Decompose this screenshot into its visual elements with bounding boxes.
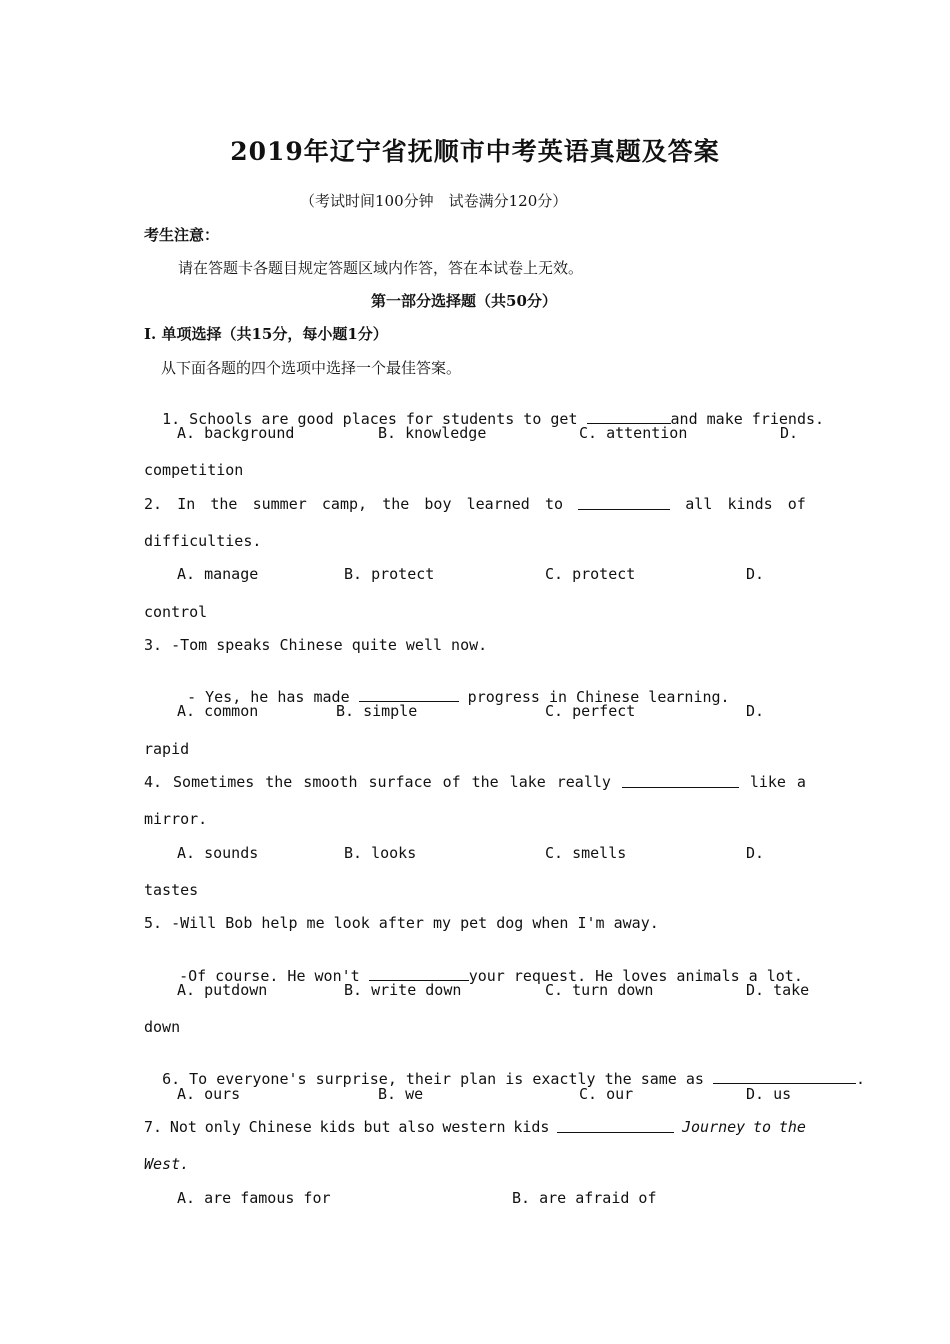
question-6-stem (144, 1051, 865, 1088)
answer-blank (557, 1118, 674, 1133)
word: Chinese (248, 1118, 312, 1136)
answer-blank (622, 773, 739, 788)
option-c: C. our (579, 1085, 634, 1103)
q1-stem-start: 1. Schools are good places for students to get (162, 410, 587, 428)
word: the (382, 495, 410, 513)
question-7-stem (144, 1118, 806, 1136)
option-c: C. protect (545, 565, 636, 583)
option-b: B. knowledge (378, 424, 487, 442)
question-5-stem: 5. -Will Bob help me look after my pet dog when I'm away. (144, 914, 659, 932)
word: of (787, 495, 806, 513)
word: camp, (321, 495, 368, 513)
q1-stem-end: and make friends. (670, 410, 825, 428)
option-d-text: tastes (144, 881, 199, 899)
book-title-word: the (778, 1118, 806, 1136)
reply-end: your request. He loves animals a lot. (468, 967, 803, 985)
option-d: D. (780, 424, 799, 442)
option-a: A. ours (177, 1085, 241, 1103)
option-c: C. smells (545, 844, 627, 862)
answer-blank (369, 966, 469, 981)
reply-start: - Yes, he has made (187, 688, 359, 706)
option-d: D. (746, 565, 765, 583)
word: the (210, 495, 238, 513)
word: Sometimes (173, 773, 255, 791)
option-b: B. simple (336, 702, 418, 720)
word: surface (368, 773, 432, 791)
option-d: D. take (746, 981, 810, 999)
question-4-stem-end: mirror. (144, 810, 208, 828)
notice-text: 请在答题卡各题目规定答题区域内作答，答在本试卷上无效。 (178, 259, 584, 277)
word: boy (424, 495, 452, 513)
question-1-stem (144, 391, 824, 428)
option-d-text: rapid (144, 740, 190, 758)
word: 4. (144, 773, 163, 791)
notice-heading: 考生注意： (144, 226, 220, 244)
answer-blank (713, 1069, 856, 1084)
exam-info: （考试时间100分钟 试卷满分120分） (300, 192, 568, 210)
question-4-stem (144, 773, 806, 791)
question-3-reply (169, 669, 730, 706)
option-a: A. background (177, 424, 295, 442)
option-b: B. we (378, 1085, 424, 1103)
option-a: A. sounds (177, 844, 259, 862)
reply-end: progress in Chinese learning. (458, 688, 730, 706)
option-a: A. putdown (177, 981, 268, 999)
option-c: C. attention (579, 424, 688, 442)
option-d: D. (746, 844, 765, 862)
word: like (749, 773, 786, 791)
option-d-text: control (144, 603, 208, 621)
option-d: D. us (746, 1085, 792, 1103)
book-title-word: Journey (682, 1118, 746, 1136)
answer-blank (578, 495, 670, 510)
word: the (471, 773, 499, 791)
word: to (544, 495, 564, 513)
word: 2. (144, 495, 163, 513)
word: Not (169, 1118, 197, 1136)
reply-start: -Of course. He won't (179, 967, 369, 985)
question-3-stem: 3. -Tom speaks Chinese quite well now. (144, 636, 488, 654)
book-title-word: to (753, 1118, 772, 1136)
option-b: B. protect (344, 565, 435, 583)
question-2-stem (144, 495, 806, 513)
word: lake (509, 773, 546, 791)
option-d-text: competition (144, 461, 244, 479)
word: In (177, 495, 196, 513)
option-d-text: down (144, 1018, 181, 1036)
option-a: A. common (177, 702, 259, 720)
word: summer (252, 495, 307, 513)
option-a: A. manage (177, 565, 259, 583)
word: of (442, 773, 461, 791)
option-b: B. are afraid of (512, 1189, 657, 1207)
word: only (204, 1118, 241, 1136)
answer-blank (359, 687, 459, 702)
option-a: A. are famous for (177, 1189, 331, 1207)
stem-start: 6. To everyone's surprise, their plan is exactly the same as (162, 1070, 713, 1088)
option-c: C. perfect (545, 702, 636, 720)
question-7-stem-end: West. (144, 1155, 190, 1173)
word: learned (466, 495, 530, 513)
word: all (685, 495, 713, 513)
word: a (796, 773, 806, 791)
word: really (556, 773, 611, 791)
option-b: B. write down (344, 981, 462, 999)
word: but (363, 1118, 391, 1136)
word: kids (319, 1118, 356, 1136)
word: kids (513, 1118, 550, 1136)
instruction: 从下面各题的四个选项中选择一个最佳答案。 (161, 359, 462, 377)
word: kinds (727, 495, 773, 513)
question-2-stem-end: difficulties. (144, 532, 262, 550)
option-b: B. looks (344, 844, 417, 862)
word: the (265, 773, 293, 791)
section-heading: I. 单项选择（共15分，每小题1分） (144, 325, 388, 343)
word: smooth (303, 773, 358, 791)
part-heading: 第一部分选择题（共50分） (371, 292, 557, 310)
page-title: 2019年辽宁省抚顺市中考英语真题及答案 (230, 137, 720, 166)
option-c: C. turn down (545, 981, 654, 999)
question-5-reply (161, 948, 803, 985)
option-d: D. (746, 702, 765, 720)
word: western (442, 1118, 506, 1136)
word: 7. (144, 1118, 163, 1136)
stem-end: . (855, 1070, 865, 1088)
word: also (398, 1118, 435, 1136)
answer-blank (587, 409, 671, 424)
